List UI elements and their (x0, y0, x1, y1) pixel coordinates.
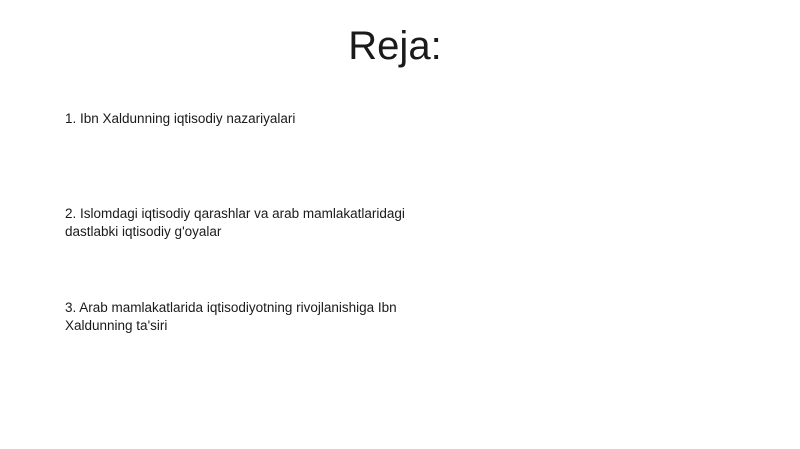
plan-item-3: 3. Arab mamlakatlarida iqtisodiyotning rivojlanishiga Ibn Xaldunning ta'siri (65, 300, 397, 333)
plan-item-2: 2. Islomdagi iqtisodiy qarashlar va arab mamlakatlaridagi dastlabki iqtisodiy g'oyalar (65, 206, 405, 239)
plan-item-1: 1. Ibn Xaldunning iqtisodiy nazariyalari (65, 111, 296, 126)
slide-title: Reja: (348, 24, 442, 68)
